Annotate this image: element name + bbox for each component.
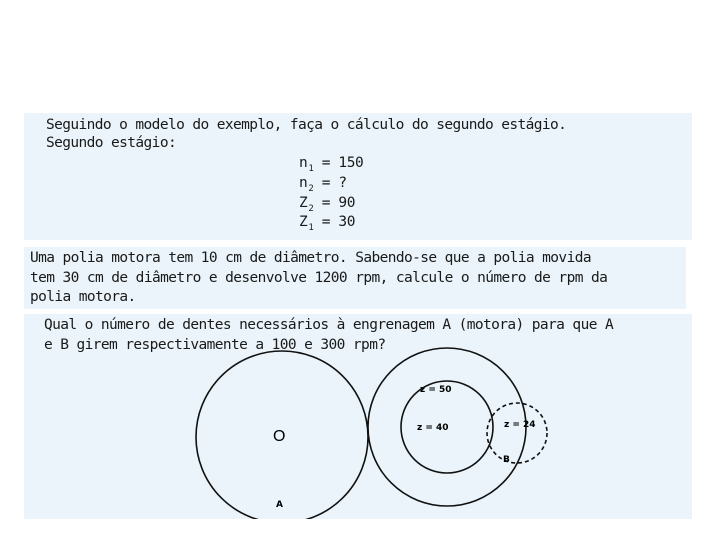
variable-n2: $n_2$ = ? [299, 175, 347, 194]
exercise-2-line-3: polia motora. [30, 289, 136, 305]
gear-a-label: A [276, 500, 283, 510]
gear-b-label: B [503, 455, 510, 465]
gear-z40-label: z = 40 [417, 423, 449, 433]
gear-b-circle [487, 403, 547, 463]
gear-b-z-label: z = 24 [504, 420, 536, 430]
exercise-3-panel [24, 314, 692, 519]
exercise-2-line-1: Uma polia motora tem 10 cm de diâmetro. Sabendo-se que a polia movida [30, 250, 591, 266]
exercise-2-line-2: tem 30 cm de diâmetro e desenvolve 1200 rpm, calcule o número de rpm da [30, 270, 608, 286]
exercise-3-line-1: Qual o número de dentes necessários à engrenagem A (motora) para que A [44, 317, 614, 333]
variable-z1: $Z_1 = 30$ [299, 214, 356, 233]
exercise-2-panel [24, 247, 686, 309]
exercise-1-instruction: Seguindo o modelo do exemplo, faça o cálculo do segundo estágio. [46, 117, 567, 133]
gear-diagram [24, 314, 692, 519]
variable-z2: $Z_2 = 90$ [299, 195, 356, 214]
exercise-1-panel [24, 113, 692, 240]
gear-z50-label: z = 50 [420, 385, 452, 395]
exercise-3-line-2: e B girem respectivamente a 100 e 300 rpm? [44, 337, 386, 353]
gear-a-center-label: O [273, 428, 286, 445]
exercise-1-stage-title: Segundo estágio: [46, 135, 177, 151]
variable-n1: $n_1 = 150$ [299, 155, 364, 174]
